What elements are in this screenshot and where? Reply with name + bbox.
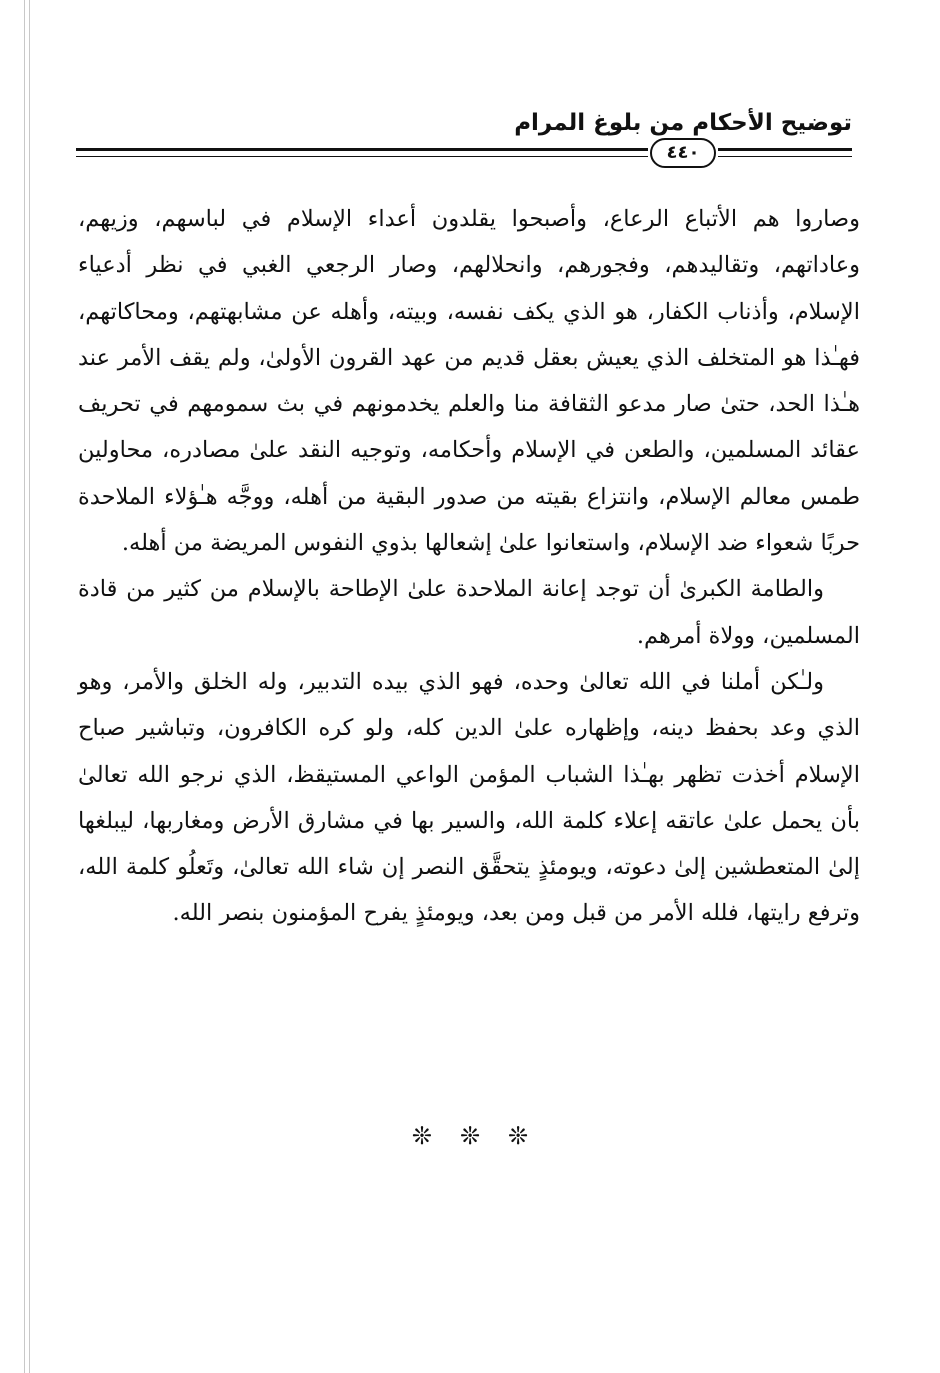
binding-line-left-inner xyxy=(29,0,30,1373)
paragraph-2: والطامة الكبرىٰ أن توجد إعانة الملاحدة علىٰ الإطاحة بالإسلام من كثير من قادة المسلمين، وولاة أمرهم. xyxy=(78,576,860,649)
book-title: توضيح الأحكام من بلوغ المرام xyxy=(514,110,852,136)
header-rule-right-thin xyxy=(718,156,852,157)
header-rule-left-thin xyxy=(76,156,648,157)
binding-line-left xyxy=(24,0,25,1373)
paragraph-3: ولـٰكن أملنا في الله تعالىٰ وحده، فهو الذي بيده التدبير، وله الخلق والأمر، وهو الذي وعد بحفظ دينه، وإظهاره علىٰ الدين كله، ولو كره الكافرون، وتباشير صباح الإسلام أخذت تظهر بهـٰذا الشباب المؤمن الواعي المستيقظ، الذي نرجو الله تعالىٰ بأن يحمل علىٰ عاتقه إعلاء كلمة الله، والسير بها في مشارق الأرض ومغاربها، ليبلغها إلىٰ المتعطشين إلىٰ دعوته، ويومئذٍ يتحقَّق النصر إن شاء الله تعالىٰ، وتَعلُو كلمة الله، وترفع رايتها، فلله الأمر من قبل ومن بعد، ويومئذٍ يفرح المؤمنون بنصر الله. xyxy=(78,668,860,927)
page-number: ٤٤٠ xyxy=(650,138,716,168)
header-rule-left-thick xyxy=(76,148,648,151)
header-rule-right-thick xyxy=(718,148,852,151)
body-text xyxy=(78,196,860,937)
section-end-ornament: ❊❊❊ xyxy=(411,1122,557,1150)
paragraph-1: وصاروا هم الأتباع الرعاع، وأصبحوا يقلدون أعداء الإسلام في لباسهم، وزيهم، وعاداتهم، وتقاليدهم، وفجورهم، وانحلالهم، وصار الرجعي الغبي في نظر أدعياء الإسلام، وأذناب الكفار، هو الذي يكف نفسه، وبيته، وأهله عن مشابهتهم، ومحاكاتهم، فهـٰذا هو المتخلف الذي يعيش بعقل قديم من عهد القرون الأولىٰ، ولم يقف الأمر عند هـٰذا الحد، حتىٰ صار مدعو الثقافة منا والعلم يخدمونهم في بث سمومهم في تحريف عقائد المسلمين، والطعن في الإسلام وأحكامه، وتوجيه النقد علىٰ مصادره، محاولين طمس معالم الإسلام، وانتزاع بقيته من صدور البقية من أهله، ووجَّه هـٰؤلاء الملاحدة حربًا شعواء ضد الإسلام، واستعانوا علىٰ إشعالها بذوي النفوس المريضة من أهله. xyxy=(78,206,860,557)
page-header xyxy=(76,108,852,168)
